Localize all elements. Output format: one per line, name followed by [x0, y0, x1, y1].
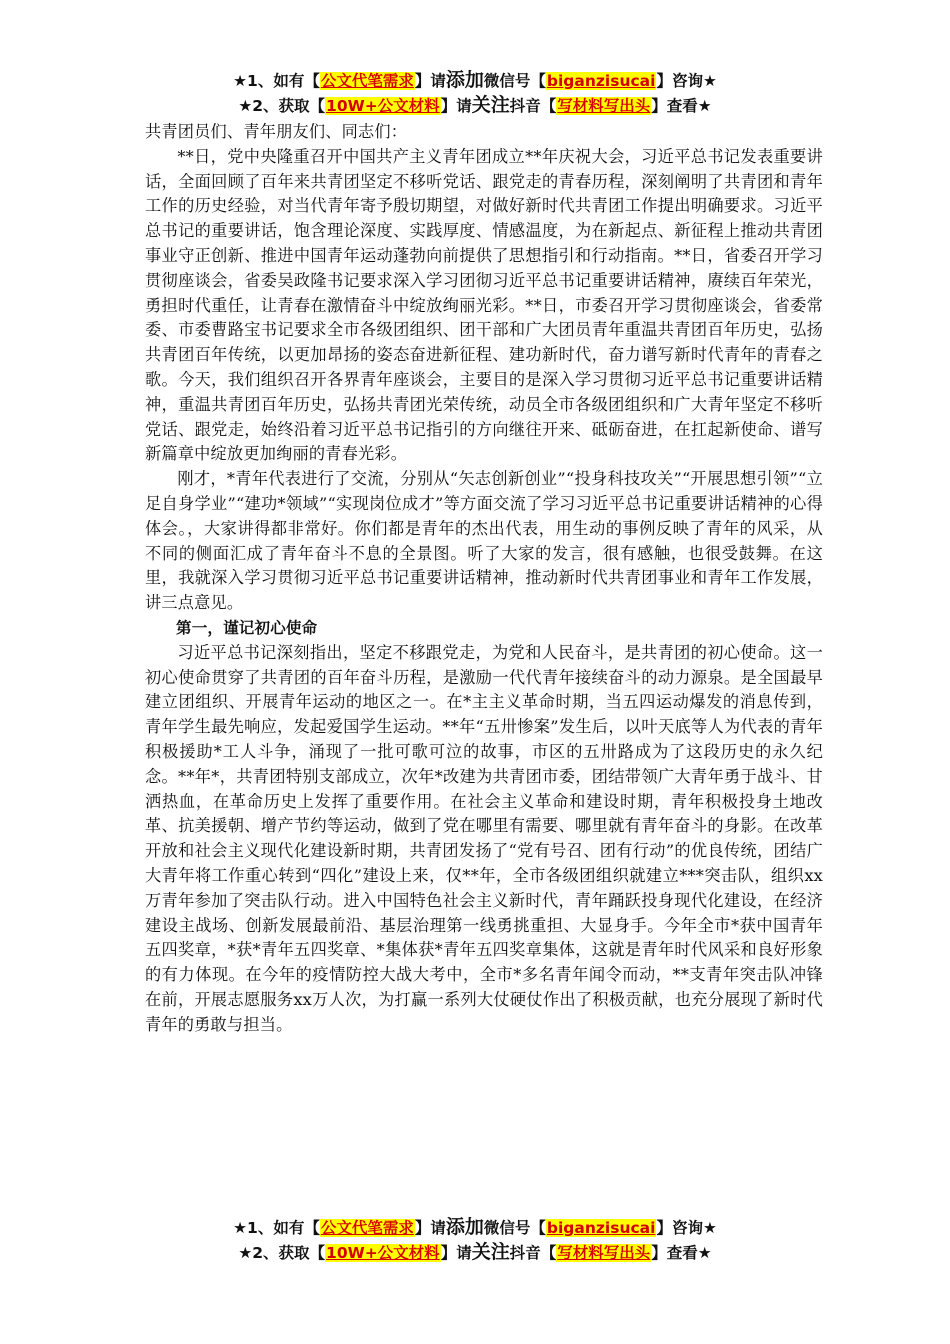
promo-text: 】请: [414, 72, 446, 90]
paragraph-2: 刚才，*青年代表进行了交流，分别从“矢志创新创业”“投身科技攻关”“开展思想引领”“立足自身学业”“建功*领域”“实现岗位成才”等方面交流了学习习近平总书记重要讲话精神的心得体会。，大家讲得都非常好。你们都是青年的杰出代表，用生动的事例反映了青年的风采，从不同的侧面汇成了青年奋斗不息的全景图。听了大家的发言，很有感触，也很受鼓舞。在这里，我就深入学习贯彻习近平总书记重要讲话精神，推动新时代共青团事业和青年工作发展，讲三点意见。: [145, 469, 823, 613]
promo-text: 】请: [440, 1244, 472, 1262]
promo-highlight-service: 公文代笔需求: [320, 1219, 414, 1237]
promo-text: 】咨询★: [656, 1219, 717, 1237]
promo-emphasis: 添加: [445, 69, 484, 91]
promo-text: 抖音【: [509, 97, 557, 115]
promo-highlight-douyin: 写材料写出头: [557, 97, 651, 115]
promo-text: 抖音【: [509, 1244, 557, 1262]
promo-highlight-service: 公文代笔需求: [320, 72, 414, 90]
promo-text: 】请: [414, 1219, 446, 1237]
promo-line-2: [0, 1240, 950, 1265]
promo-text: ★1、如有【: [233, 72, 320, 90]
document-body: [145, 120, 823, 1037]
promo-header: [0, 68, 950, 118]
promo-text: 微信号【: [483, 72, 546, 90]
paragraph-1: **日，党中央隆重召开中国共产主义青年团成立**年庆祝大会，习近平总书记发表重要讲话，全面回顾了百年来共青团坚定不移听党话、跟党走的青春历程，深刻阐明了共青团和青年工作的历史经验，对当代青年寄予殷切期望，对做好新时代共青团工作提出明确要求。习近平总书记的重要讲话，饱含理论深度、实践厚度、情感温度，为在新起点、新征程上推动共青团事业守正创新、推进中国青年运动蓬勃向前提供了思想指引和行动指南。**日，省委召开学习贯彻座谈会，省委吴政隆书记要求深入学习团彻习近平总书记重要讲话精神，赓续百年荣光，勇担时代重任，让青春在激情奋斗中绽放绚丽光彩。**日，市委召开学习贯彻座谈会，省委常委、市委曹路宝书记要求全市各级团组织、团干部和广大团员青年重温共青团百年历史，弘扬共青团百年传统，以更加昂扬的姿态奋进新征程、建功新时代，奋力谱写新时代青年的青春之歌。今天，我们组织召开各界青年座谈会，主要目的是深入学习贯彻习近平总书记重要讲话精神，重温共青团百年历史，弘扬共青团光荣传统，动员全市各级团组织和广大青年坚定不移听党话、跟党走，始终沿着习近平总书记指引的方向继往开来、砥砺奋进，在扛起新使命、谱写新篇章中绽放更加绚丽的青春光彩。: [145, 146, 823, 464]
promo-highlight-materials: 10W+公文材料: [326, 97, 440, 115]
promo-highlight-materials: 10W+公文材料: [326, 1244, 440, 1262]
promo-text: 】查看★: [651, 1244, 712, 1262]
promo-line-2: [0, 93, 950, 118]
promo-text: ★2、获取【: [238, 97, 326, 115]
promo-line-1: [0, 68, 950, 93]
promo-footer: [0, 1215, 950, 1265]
paragraph-3: 习近平总书记深刻指出，坚定不移跟党走，为党和人民奋斗，是共青团的初心使命。这一初心使命贯穿了共青团的百年奋斗历程，是激励一代代青年接续奋斗的动力源泉。是全国最早建立团组织、开展青年运动的地区之一。在*主主义革命时期，当五四运动爆发的消息传到，青年学生最先响应，发起爱国学生运动。**年“五卅惨案”发生后，以叶天底等人为代表的青年积极援助*工人斗争，涌现了一批可歌可泣的故事，市区的五卅路成为了这段历史的永久纪念。**年*，共青团特别支部成立，次年*改建为共青团市委，团结带领广大青年勇于战斗、甘洒热血，在革命历史上发挥了重要作用。在社会主义革命和建设时期，青年积极投身土地改革、抗美援朝、增产节约等运动，做到了党在哪里有需要、哪里就有青年奋斗的身影。在改革开放和社会主义现代化建设新时期，共青团发扬了“党有号召、团有行动”的优良传统，团结广大青年将工作重心转到“四化”建设上来，仅**年，全市各级团组织就建立***突击队，组织xx万青年参加了突击队行动。进入中国特色社会主义新时代，青年踊跃投身现代化建设，在经济建设主战场、创新发展最前沿、基层治理第一线勇挑重担、大显身手。今年全市*获中国青年五四奖章，*获*青年五四奖章、*集体获*青年五四奖章集体，这就是青年时代风采和良好形象的有力体现。在今年的疫情防控大战大考中，全市*多名青年闻令而动，**支青年突击队冲锋在前，开展志愿服务xx万人次，为打赢一系列大仗硬仗作出了积极贡献，也充分展现了新时代青年的勇敢与担当。: [145, 642, 823, 1034]
promo-text: 微信号【: [483, 1219, 546, 1237]
promo-text: 】请: [440, 97, 472, 115]
promo-emphasis: 添加: [445, 1216, 484, 1238]
section-heading-1: 第一，谨记初心使命: [176, 618, 318, 637]
promo-text: 】查看★: [651, 97, 712, 115]
promo-highlight-douyin: 写材料写出头: [557, 1244, 651, 1262]
promo-emphasis: 关注: [471, 1241, 510, 1263]
promo-text: ★2、获取【: [238, 1244, 326, 1262]
promo-highlight-wechat-id: biganzisucai: [546, 1219, 656, 1237]
promo-text: 】咨询★: [656, 72, 717, 90]
promo-highlight-wechat-id: biganzisucai: [546, 72, 656, 90]
promo-text: ★1、如有【: [233, 1219, 320, 1237]
promo-line-1: [0, 1215, 950, 1240]
promo-emphasis: 关注: [471, 94, 510, 116]
salutation: 共青团员们、青年朋友们、同志们：: [145, 122, 408, 141]
